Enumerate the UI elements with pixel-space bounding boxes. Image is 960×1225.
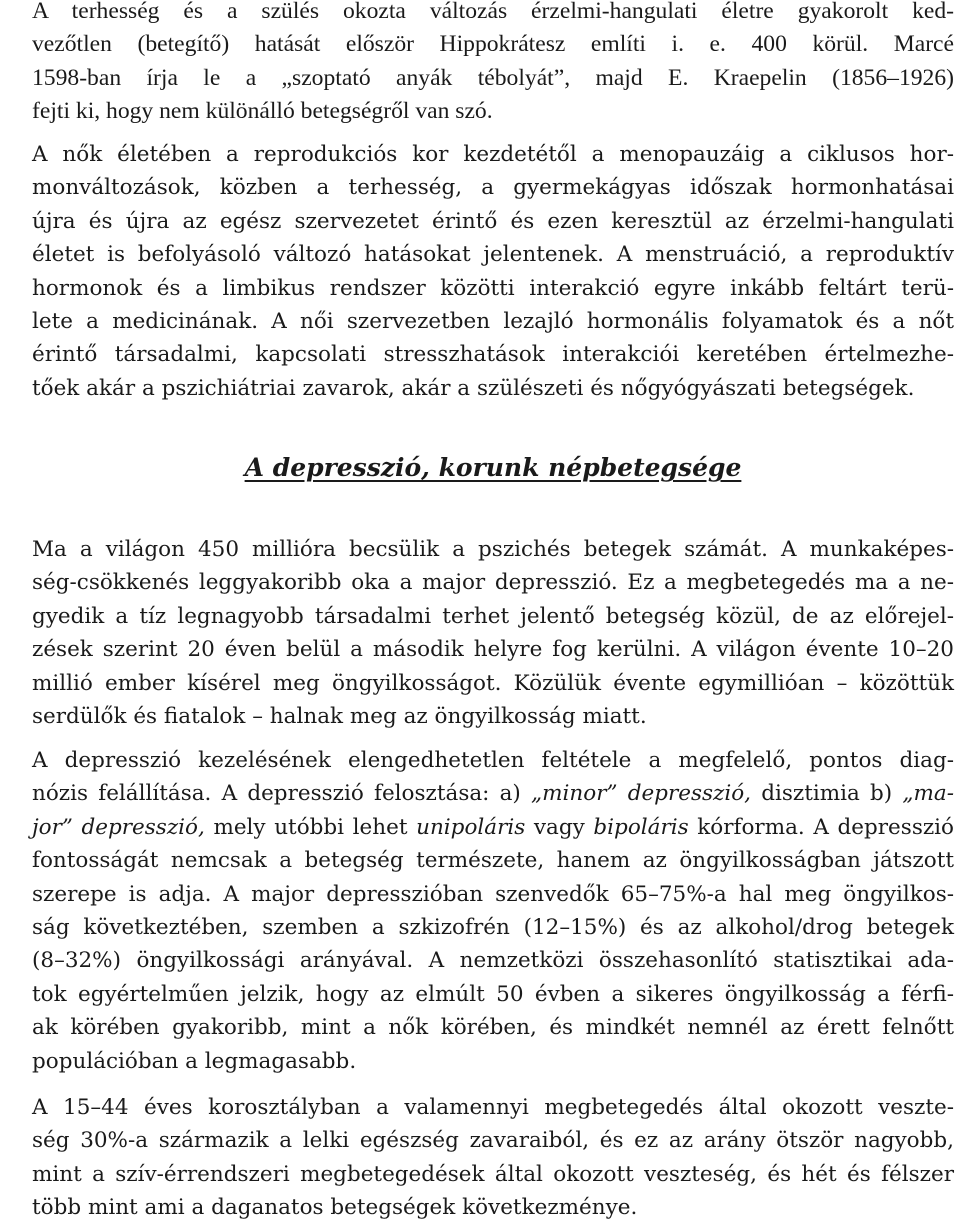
text-line: fejti ki, hogy nem különálló betegségről van szó. [32,98,493,125]
text-line: A terhesség és a szülés okozta változás érzelmi-hangulati életre gyakorolt ked- [32,0,954,24]
italic-term: bipoláris [593,814,689,840]
text-line: millió ember kísérel meg öngyilkosságot. Közülük évente egymillióan – közöttük [32,670,954,696]
intro-paragraph [32,0,954,129]
text-line: zések szerint 20 éven belül a második helyre fog kerülni. A világon évente 10–20 [32,637,954,663]
text-line: fontosságát nemcsak a betegség természete, hanem az öngyilkosságban játszott [32,848,954,874]
statistics-paragraph [32,533,954,733]
italic-term: „ma- [902,781,954,807]
text-line: 1598-ban írja le a „szoptató anyák tébolyát”, majd E. Kraepelin (1856–1926) [32,64,954,91]
text-line: monváltozások, közben a terhesség, a gyermekágyas időszak hormonhatásai [32,175,954,201]
text-run: mely utóbbi lehet [204,814,417,840]
text-line: vezőtlen (betegítő) hatását először Hippokrátesz említi i. e. 400 körül. Marcé [32,31,954,58]
text-line: A nők életében a reprodukciós kor kezdetétől a menopauzáig a ciklusos hor- [32,142,954,167]
text-line: ság következtében, szemben a szkizofrén (12–15%) és az alkohol/drog betegek [32,915,954,941]
text-line: ség-csökkenés leggyakoribb oka a major depresszió. Ez a megbetegedés ma a ne- [32,570,954,596]
text-line [32,811,954,844]
text-line [32,777,954,810]
text-run: nózis felállítása. A depresszió felosztása: a) [32,781,532,807]
text-line: hormonok és a limbikus rendszer közötti interakció egyre inkább feltárt terü- [32,275,954,301]
text-line: serdülők és fiatalok – halnak meg az öngyilkosság miatt. [32,704,647,730]
burden-paragraph [32,1091,954,1225]
text-run: disztimia b) [751,781,903,807]
text-line: érintő társadalmi, kapcsolati stresszhatások interakciói keretében értelmezhe- [32,342,954,368]
section-heading: A depresszió, korunk népbetegsége [244,453,742,482]
text-line: lete a medicinának. A női szervezetben lezajló hormonális folyamatok és a nőt [32,309,954,335]
text-line: ség 30%-a származik a lelki egészség zavaraiból, és ez az arány ötször nagyobb, [32,1128,954,1154]
text-run: vagy [525,814,594,840]
text-run: kórforma. A depresszió [688,814,955,840]
diagnosis-paragraph [32,744,954,1078]
text-line: A 15–44 éves korosztályban a valamennyi megbetegedés által okozott veszte- [32,1095,954,1120]
text-line: szerepe is adja. A major depresszióban szenvedők 65–75%-a hal meg öngyilkos- [32,881,954,907]
text-line: tőek akár a pszichiátriai zavarok, akár a szülészeti és nőgyógyászati betegségek. [32,375,915,401]
text-line: (8–32%) öngyilkossági arányával. A nemzetközi összehasonlító statisztikai ada- [32,948,954,974]
italic-term: „minor” depresszió, [531,781,751,807]
text-line: ak körében gyakoribb, mint a nők körében, és mindkét nemnél az érett felnőtt [32,1015,954,1041]
text-line: A depresszió kezelésének elengedhetetlen feltétele a megfelelő, pontos diag- [32,748,954,773]
italic-term: jor” depresszió, [32,814,205,840]
text-line: Ma a világon 450 millióra becsülik a pszichés betegek számát. A munkaképes- [32,537,954,562]
text-line: több mint ami a daganatos betegségek következménye. [32,1195,638,1221]
text-line: populációban a legmagasabb. [32,1048,357,1074]
italic-term: unipoláris [416,814,526,840]
text-line: tok egyértelműen jelzik, hogy az elmúlt 50 évben a sikeres öngyilkosság a férfi- [32,981,954,1007]
hormones-paragraph [32,138,954,405]
text-line: gyedik a tíz legnagyobb társadalmi terhet jelentő betegség közül, de az előrejel- [32,603,954,629]
text-line: mint a szív-érrendszeri megbetegedések által okozott veszteség, és hét és félszer [32,1161,954,1187]
text-line: életet is befolyásoló változó hatásokat jelentenek. A menstruáció, a reproduktív [32,242,954,268]
text-line: újra és újra az egész szervezetet érintő és ezen keresztül az érzelmi-hangulati [32,208,954,234]
